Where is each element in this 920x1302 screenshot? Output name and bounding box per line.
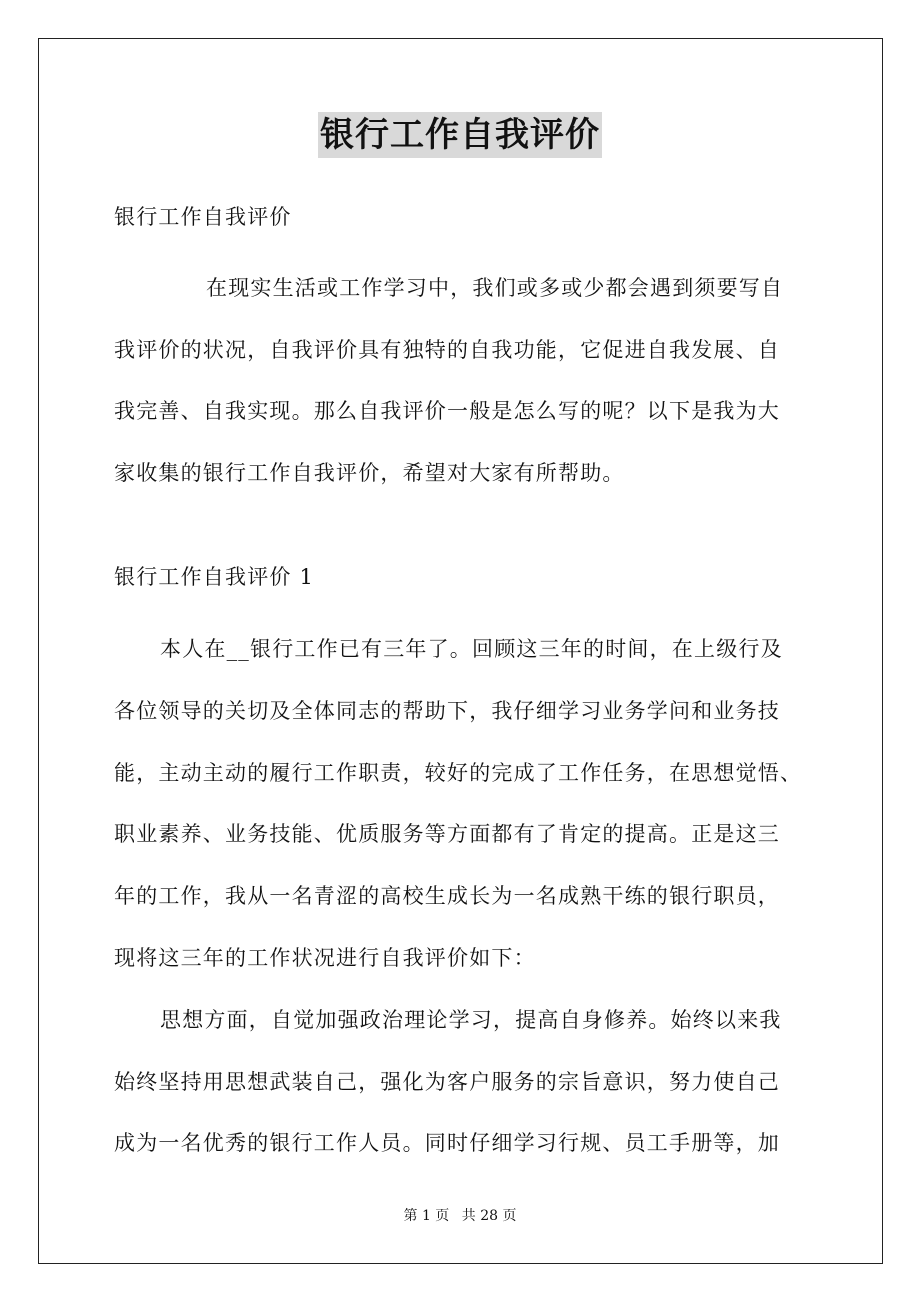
paragraph-line: 年的工作，我从一名青涩的高校生成长为一名成熟干练的银行职员， — [114, 884, 780, 909]
intro-line: 我评价的状况，自我评价具有独特的自我功能，它促进自我发展、自 — [114, 337, 780, 362]
section-heading: 银行工作自我评价 1 — [114, 565, 315, 589]
body-paragraphs — [114, 619, 814, 1175]
document-title: 银行工作自我评价 — [318, 112, 602, 158]
intro-line: 家收集的银行工作自我评价，希望对大家有所帮助。 — [114, 460, 625, 485]
paragraph-line: 各位领导的关切及全体同志的帮助下，我仔细学习业务学问和业务技 — [114, 698, 780, 723]
paragraph-line: 能，主动主动的履行工作职责，较好的完成了工作任务，在思想觉悟、 — [114, 760, 803, 785]
page-total: 共 28 页 — [461, 1208, 517, 1224]
document-title-container — [0, 112, 920, 158]
intro-paragraph — [114, 258, 814, 504]
document-subtitle: 银行工作自我评价 — [114, 205, 292, 229]
paragraph-line: 本人在__银行工作已有三年了。回顾这三年的时间，在上级行及 — [160, 637, 783, 661]
paragraph-line: 职业素养、业务技能、优质服务等方面都有了肯定的提高。正是这三 — [114, 822, 780, 847]
intro-line: 我完善、自我实现。那么自我评价一般是怎么写的呢？以下是我为大 — [114, 399, 780, 423]
paragraph-line: 现将这三年的工作状况进行自我评价如下： — [114, 945, 536, 970]
page-footer — [0, 1206, 920, 1226]
page-number: 第 1 页 — [403, 1208, 450, 1224]
paragraph-line: 成为一名优秀的银行工作人员。同时仔细学习行规、员工手册等，加 — [114, 1131, 780, 1156]
paragraph-line: 思想方面，自觉加强政治理论学习，提高自身修养。始终以来我 — [160, 1007, 782, 1032]
paragraph-line: 始终坚持用思想武装自己，强化为客户服务的宗旨意识，努力使自己 — [114, 1069, 780, 1094]
intro-line: 在现实生活或工作学习中，我们或多或少都会遇到须要写自 — [206, 276, 784, 300]
